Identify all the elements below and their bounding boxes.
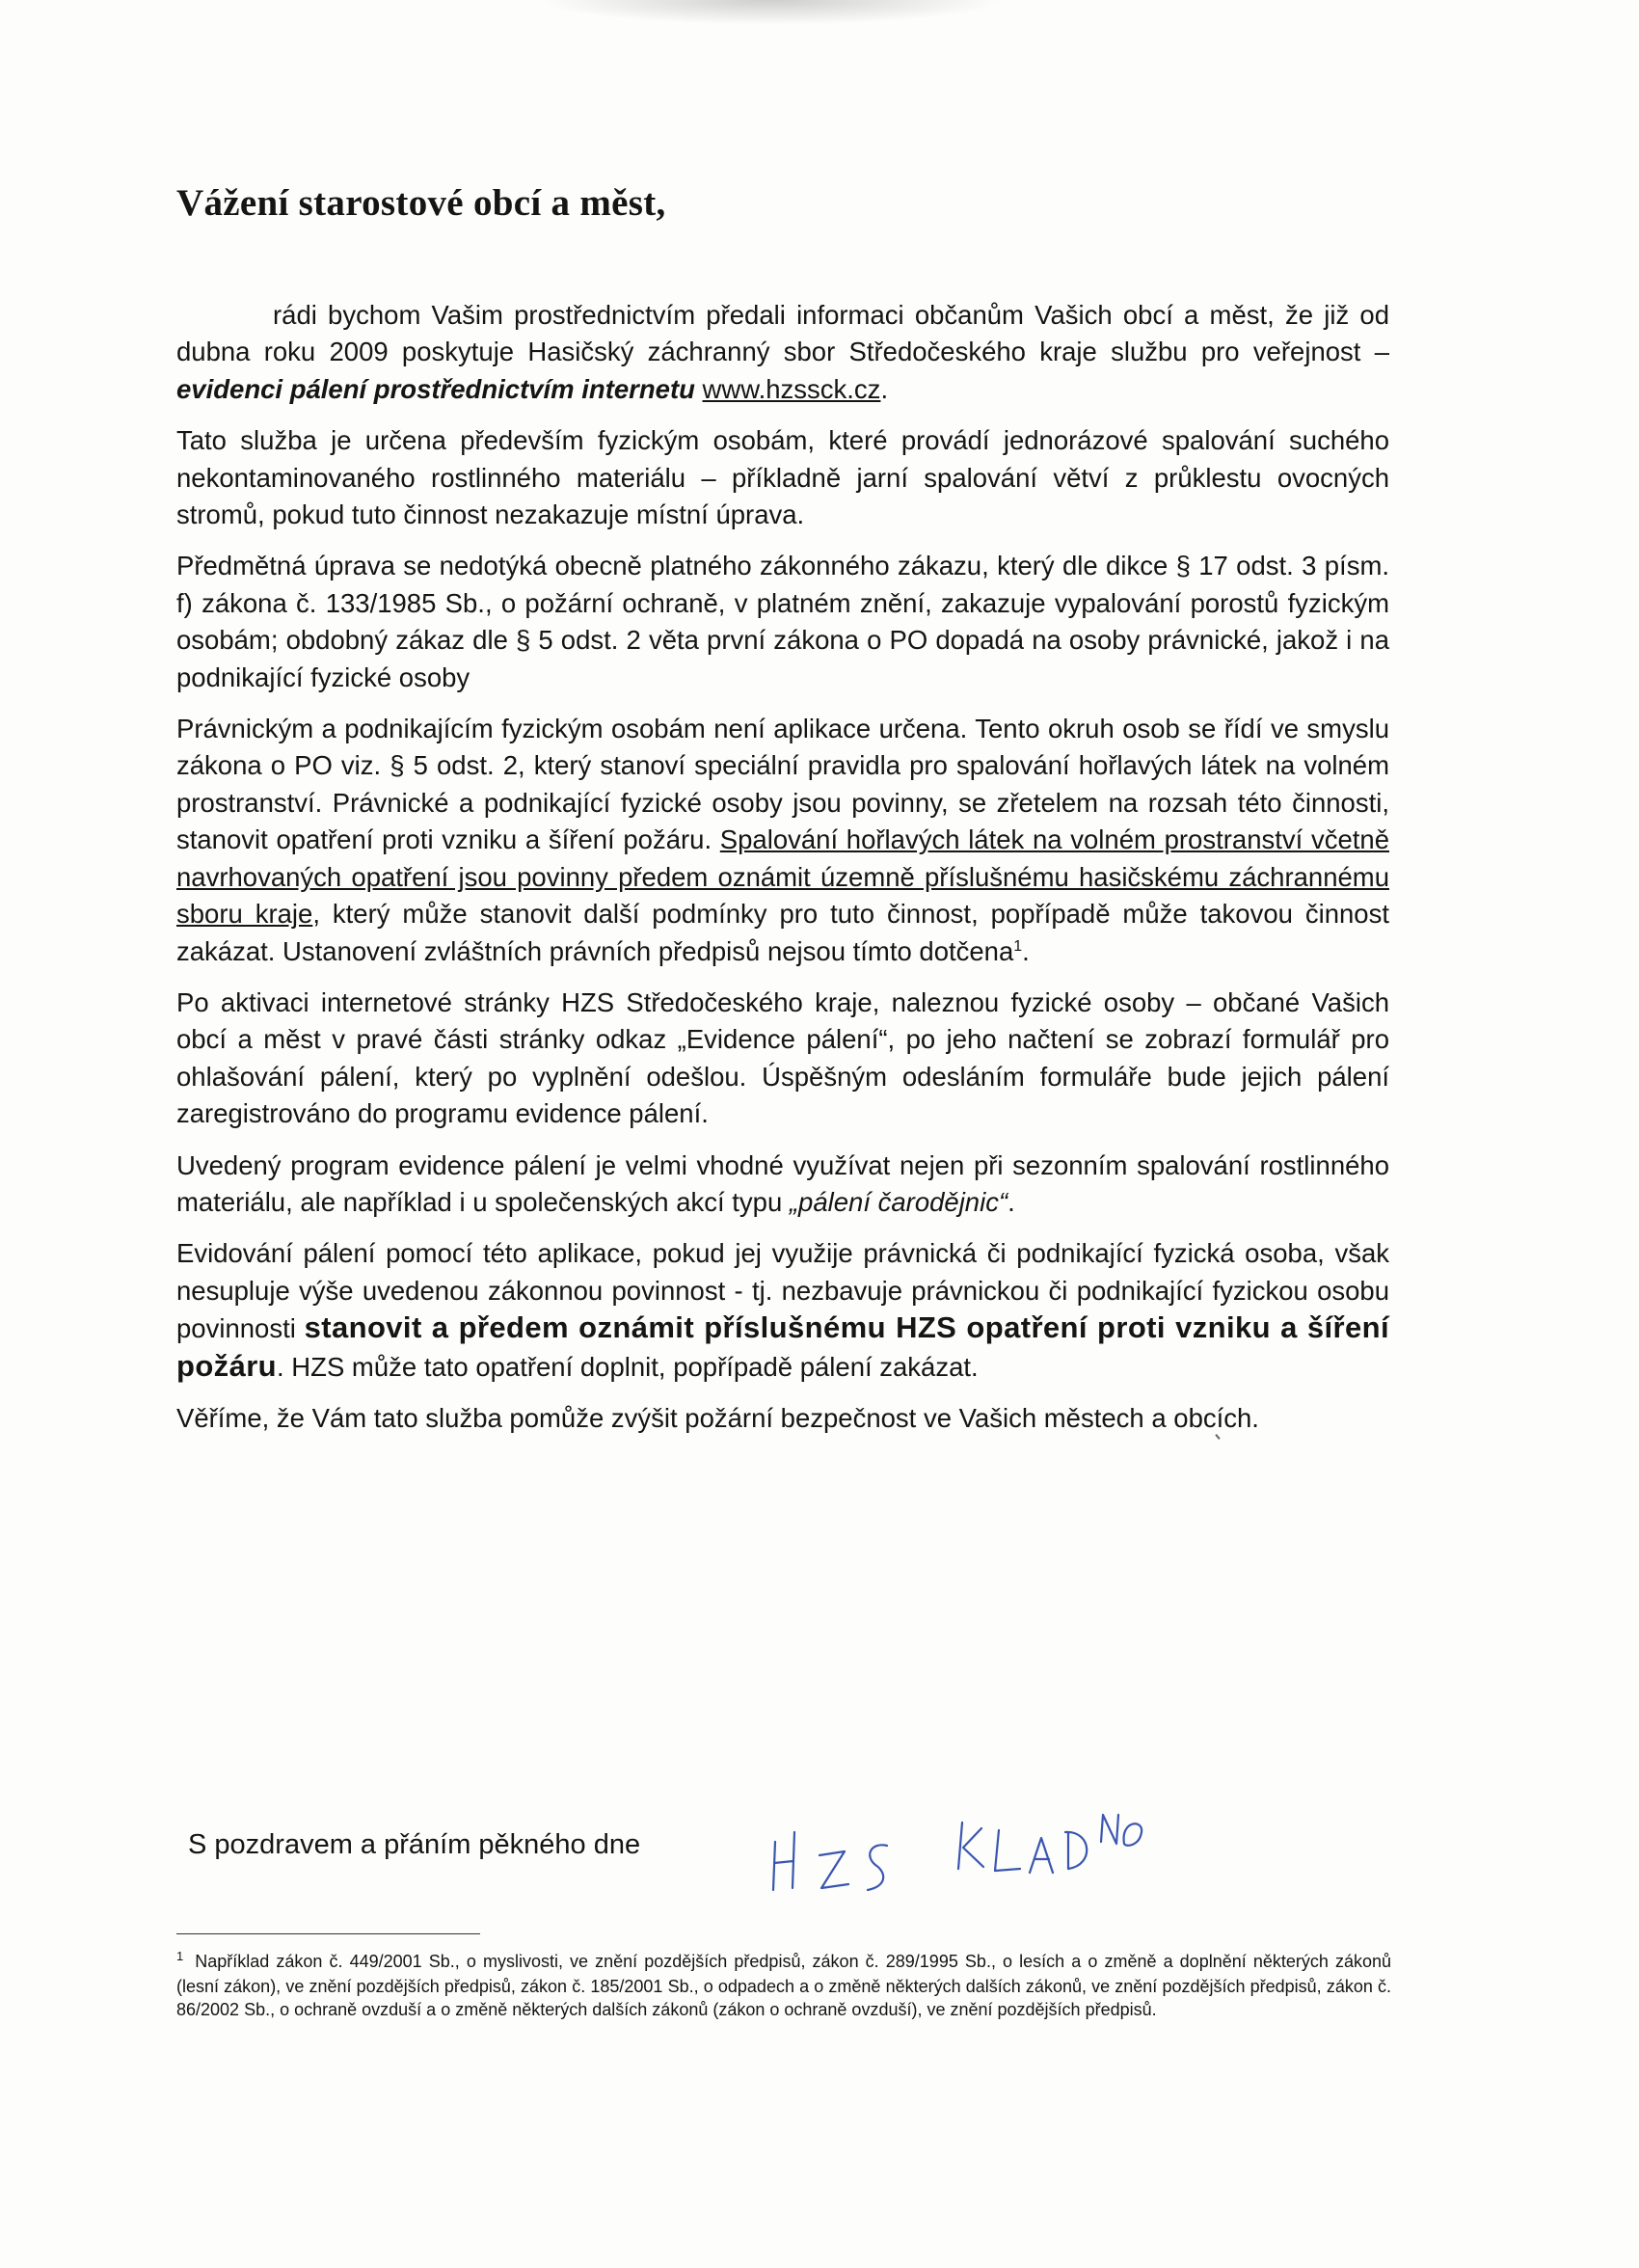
paragraph-wish: Věříme, že Vám tato služba pomůže zvýšit požární bezpečnost ve Vašich městech a obcích.	[176, 1402, 1259, 1433]
website-link[interactable]: www.hzssck.cz	[702, 373, 881, 404]
salutation-heading: Vážení starostové obcí a měst,	[176, 182, 666, 224]
underlined-obligation: Spalování hořlavých látek na volném prostranství včetně navrhovaných opatření jsou povinny předem oznámit územně příslušnému hasičskému záchrannému sboru kraje	[176, 824, 1389, 930]
handwritten-signature	[764, 1803, 1217, 1895]
paragraph-obligation: Evidování pálení pomocí této aplikace, pokud jej využije právnická či podnikající fyzická osoba, však nesupluje výše uvedenou zákonnou povinnost - tj. nezbavuje právnickou či podnikající fyzickou osobu povinnosti stanovit a předem oznámit příslušnému HZS opatření proti vzniku a šíření požáru. HZS může tato opatření doplnit, popřípadě pálení zakázat.	[176, 1238, 1389, 1383]
paragraph-how-to: Po aktivaci internetové stránky HZS Středočeského kraje, naleznou fyzické osoby – občané Vašich obcí a měst v pravé části stránky odkaz „Evidence pálení“, po jeho načtení se zobrazí formulář pro ohlašování pálení, který po vyplnění odešlou. Úspěšným odesláním formuláře bude jejich pálení zaregistrováno do programu evidence pálení.	[176, 986, 1389, 1129]
footnote-reference: 1	[1013, 937, 1023, 955]
bold-obligation: stanovit a předem oznámit příslušnému HZS opatření proti vzniku a šíření požáru	[176, 1310, 1389, 1383]
scan-artifact	[540, 0, 1003, 25]
italic-event: „pálení čarodějnic“	[789, 1186, 1008, 1217]
footnote	[176, 1950, 1391, 2021]
closing-line: S pozdravem a přáním pěkného dne	[188, 1829, 641, 1860]
emphasis-evidence: evidenci pálení prostřednictvím internetu	[176, 373, 695, 404]
footnote-mark: 1	[176, 1949, 184, 1963]
paragraph-legal-ban: Předmětná úprava se nedotýká obecně platného zákonného zákazu, který dle dikce § 17 odst. 3 písm. f) zákona č. 133/1985 Sb., o požární ochraně, v platném znění, zakazuje vypalování porostů fyzickým osobám; obdobný zákaz dle § 5 odst. 2 věta první zákona o PO dopadá na osoby právnické, jakož i na podnikající fyzické osoby	[176, 551, 1389, 692]
paragraph-intro: rádi bychom Vašim prostřednictvím předali informaci občanům Vašich obcí a měst, že již od dubna roku 2009 poskytuje Hasičský záchranný sbor Středočeského kraje službu pro veřejnost – evidenci pálení prostřednictvím internetu www.hzssck.cz.	[176, 300, 1389, 404]
paragraph-usage: Uvedený program evidence pálení je velmi vhodné využívat nejen při sezonním spalování rostlinného materiálu, ale například i u společenských akcí typu „pálení čarodějnic“.	[176, 1149, 1389, 1217]
paragraph-legal-persons: Právnickým a podnikajícím fyzickým osobám není aplikace určena. Tento okruh osob se řídí ve smyslu zákona o PO viz. § 5 odst. 2, který stanoví speciální pravidla pro spalování hořlavých látek na volném prostranství. Právnické a podnikající fyzické osoby jsou povinny, se zřetelem na rozsah této činnosti, stanovit opatření proti vzniku a šíření požáru. Spalování hořlavých látek na volném prostranství včetně navrhovaných opatření jsou povinny předem oznámit územně příslušnému hasičskému záchrannému sboru kraje, který může stanovit další podmínky pro tuto činnost, popřípadě může takovou činnost zakázat. Ustanovení zvláštních právních předpisů nejsou tímto dotčena$^1$.	[176, 714, 1389, 966]
footnote-separator	[176, 1933, 480, 1934]
letter-body	[176, 297, 1389, 1451]
paragraph-service-purpose: Tato služba je určena především fyzickým osobám, které provádí jednorázové spalování suchého nekontaminovaného rostlinného materiálu – příkladně jarní spalování větví z průklestu ovocných stromů, pokud tuto činnost nezakazuje místní úprava.	[176, 425, 1389, 530]
footnote-text: Například zákon č. 449/2001 Sb., o myslivosti, ve znění pozdějších předpisů, zákon č. 289/1995 Sb., o lesích a o změně a doplnění některých zákonů (lesní zákon), ve znění pozdějších předpisů, zákon č. 185/2001 Sb., o odpadech a o změně některých dalších zákonů, ve znění pozdějších předpisů, zákon č. 86/2002 Sb., o ochraně ovzduší a o změně některých dalších zákonů (zákon o ochraně ovzduší), ve znění pozdějších předpisů.	[176, 1952, 1391, 2019]
